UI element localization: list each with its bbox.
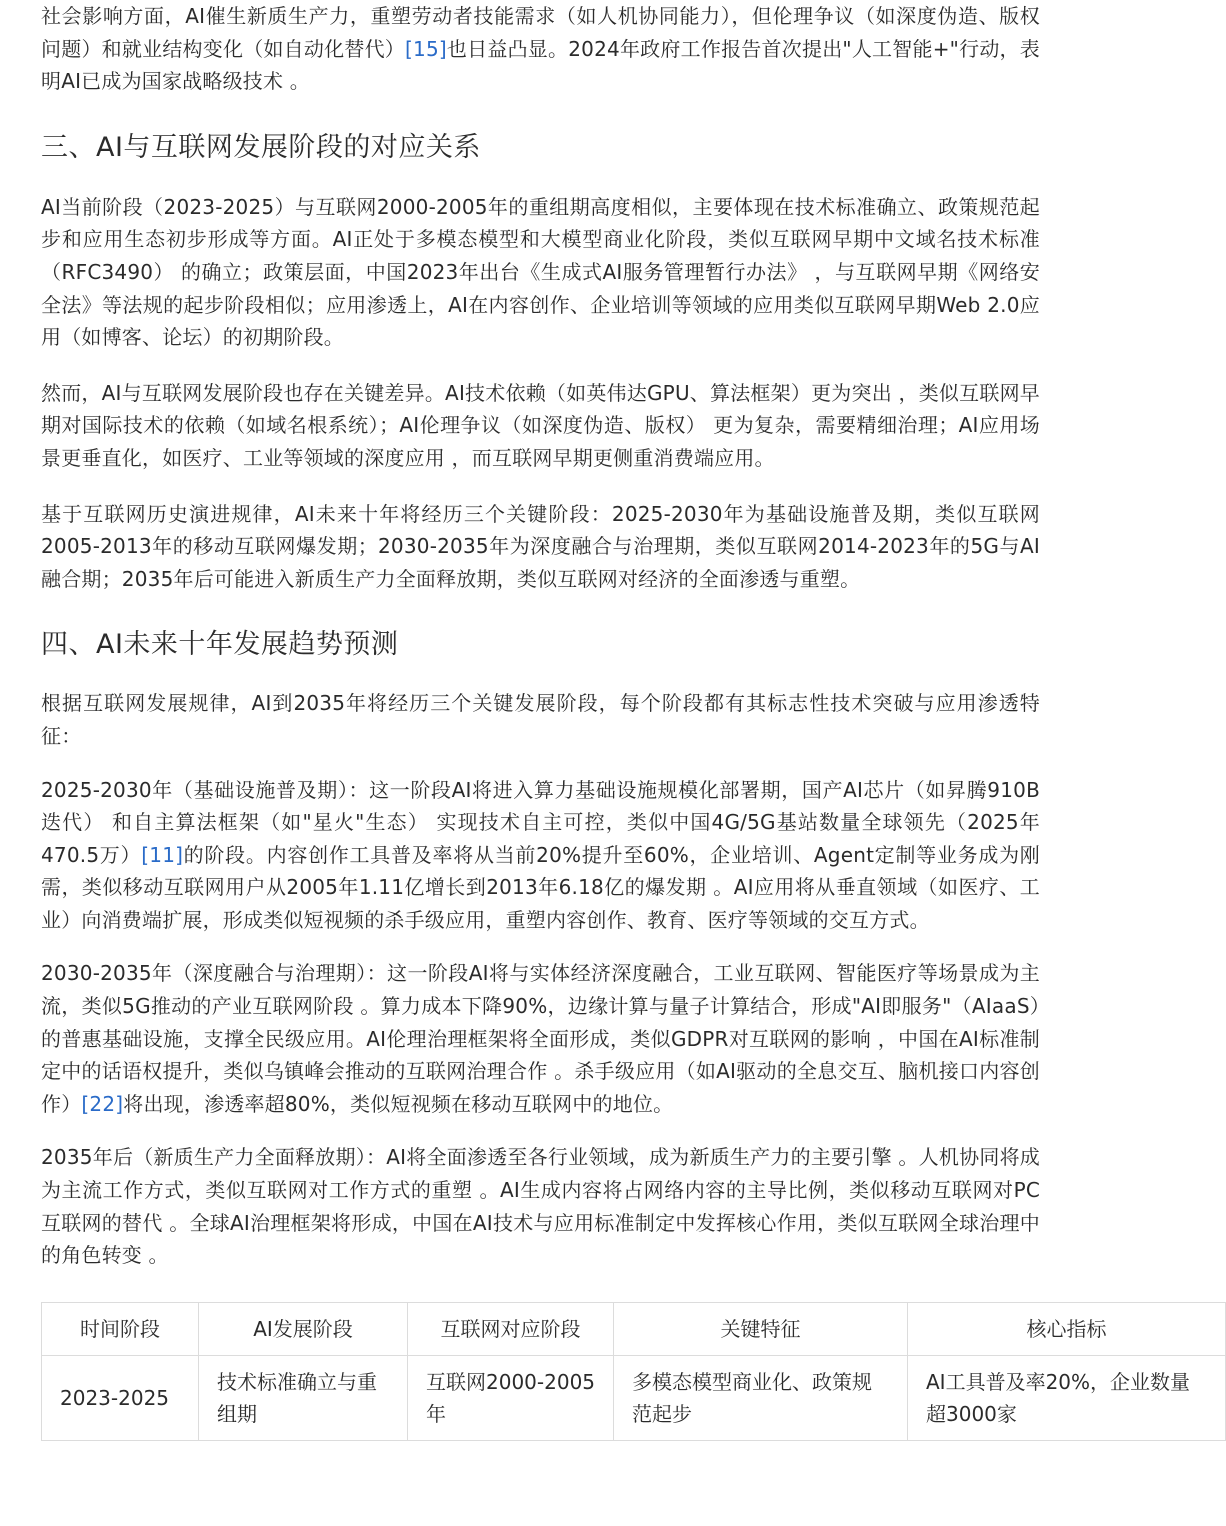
table-cell: 技术标准确立与重组期 xyxy=(199,1355,408,1440)
reference-link-15[interactable]: [15] xyxy=(405,36,447,61)
section-heading-4: 四、AI未来十年发展趋势预测 xyxy=(41,629,399,661)
table-header-cell: 核心指标 xyxy=(908,1302,1226,1355)
paragraph-stage-2035-after: 2035年后（新质生产力全面释放期）：AI将全面渗透至各行业领域，成为新质生产力的主要引擎 。人机协同将成为主流工作方式，类似互联网对工作方式的重塑 。AI生成内容将占网络内容的主导比例，类似移动互联网对PC互联网的替代 。全球AI治理框架将形成，中国在AI技术与应用标准制定中发挥核心作用，类似互联网全球治理中的角色转变 。 xyxy=(41,1145,1040,1268)
paragraph-key-differences: 然而，AI与互联网发展阶段也存在关键差异。AI技术依赖（如英伟达GPU、算法框架）更为突出 ，类似互联网早期对国际技术的依赖（如域名根系统）；AI伦理争议（如深度伪造、版权） 更为复杂，需要精细治理；AI应用场景更垂直化，如医疗、工业等领域的深度应用 ，而互联网早期更侧重消费端应用。 xyxy=(41,380,1040,470)
table-header-cell: AI发展阶段 xyxy=(199,1302,408,1355)
reference-link-11[interactable]: [11] xyxy=(141,842,184,867)
paragraph-social-impact: 社会影响方面，AI催生新质生产力，重塑劳动者技能需求（如人机协同能力），但伦理争议（如深度伪造、版权问题）和就业结构变化（如自动化替代）[15]也日益凸显。2024年政府工作报告首次提出"人工智能+"行动，表明AI已成为国家战略级技术 。 xyxy=(41,4,1040,94)
table-header-cell: 互联网对应阶段 xyxy=(408,1302,614,1355)
reference-link-22[interactable]: [22] xyxy=(81,1091,124,1116)
table-header-row xyxy=(42,1302,1226,1355)
table-cell: 互联网2000-2005年 xyxy=(408,1355,614,1440)
table-cell: 多模态模型商业化、政策规范起步 xyxy=(614,1355,908,1440)
table-row xyxy=(42,1355,1226,1440)
paragraph-stage-2025-2030: 2025-2030年（基础设施普及期）：这一阶段AI将进入算力基础设施规模化部署期，国产AI芯片（如昇腾910B迭代） 和自主算法框架（如"星火"生态） 实现技术自主可控，类似中国4G/5G基站数量全球领先（2025年470.5万）[11]的阶段。内容创作工具普及率将从当前20%提升至60%，企业培训、Agent定制等业务成为刚需，类似移动互联网用户从2005年1.11亿增长到2013年6.18亿的爆发期 。AI应用将从垂直领域（如医疗、工业）向消费端扩展，形成类似短视频的杀手级应用，重塑内容创作、教育、医疗等领域的交互方式。 xyxy=(41,777,1041,932)
stage-comparison-table xyxy=(41,1302,1226,1441)
stage-table-wrapper xyxy=(41,1302,1191,1441)
table-cell: 2023-2025 xyxy=(42,1355,199,1440)
table-header-cell: 时间阶段 xyxy=(42,1302,199,1355)
table-cell: AI工具普及率20%，企业数量超3000家 xyxy=(908,1355,1226,1440)
table-header-cell: 关键特征 xyxy=(614,1302,908,1355)
section-heading-3: 三、AI与互联网发展阶段的对应关系 xyxy=(41,131,481,163)
paragraph-stage-2030-2035: 2030-2035年（深度融合与治理期）：这一阶段AI将与实体经济深度融合，工业互联网、智能医疗等场景成为主流，类似5G推动的产业互联网阶段 。算力成本下降90%，边缘计算与量子计算结合，形成"AI即服务"（AIaaS）的普惠基础设施，支撑全民级应用。AI伦理治理框架将全面形成，类似GDPR对互联网的影响 ，中国在AI标准制定中的话语权提升，类似乌镇峰会推动的互联网治理合作 。杀手级应用（如AI驱动的全息交互、脑机接口内容创作）[22]将出现，渗透率超80%，类似短视频在移动互联网中的地位。 xyxy=(41,961,1040,1116)
paragraph-current-stage: AI当前阶段（2023-2025）与互联网2000-2005年的重组期高度相似，主要体现在技术标准确立、政策规范起步和应用生态初步形成等方面。AI正处于多模态模型和大模型商业化阶段，类似互联网早期中文域名技术标准（RFC3490） 的确立；政策层面，中国2023年出台《生成式AI服务管理暂行办法》 ，与互联网早期《网络安全法》等法规的起步阶段相似；应用渗透上，AI在内容创作、企业培训等领域的应用类似互联网早期Web 2.0应用（如博客、论坛）的初期阶段。 xyxy=(41,194,1040,350)
paragraph-forecast-intro: 根据互联网发展规律，AI到2035年将经历三个关键发展阶段，每个阶段都有其标志性技术突破与应用渗透特征： xyxy=(41,691,1040,748)
paragraph-three-stages: 基于互联网历史演进规律，AI未来十年将经历三个关键阶段：2025-2030年为基础设施普及期，类似互联网2005-2013年的移动互联网爆发期；2030-2035年为深度融合与治理期，类似互联网2014-2023年的5G与AI融合期；2035年后可能进入新质生产力全面释放期，类似互联网对经济的全面渗透与重塑。 xyxy=(41,501,1040,591)
